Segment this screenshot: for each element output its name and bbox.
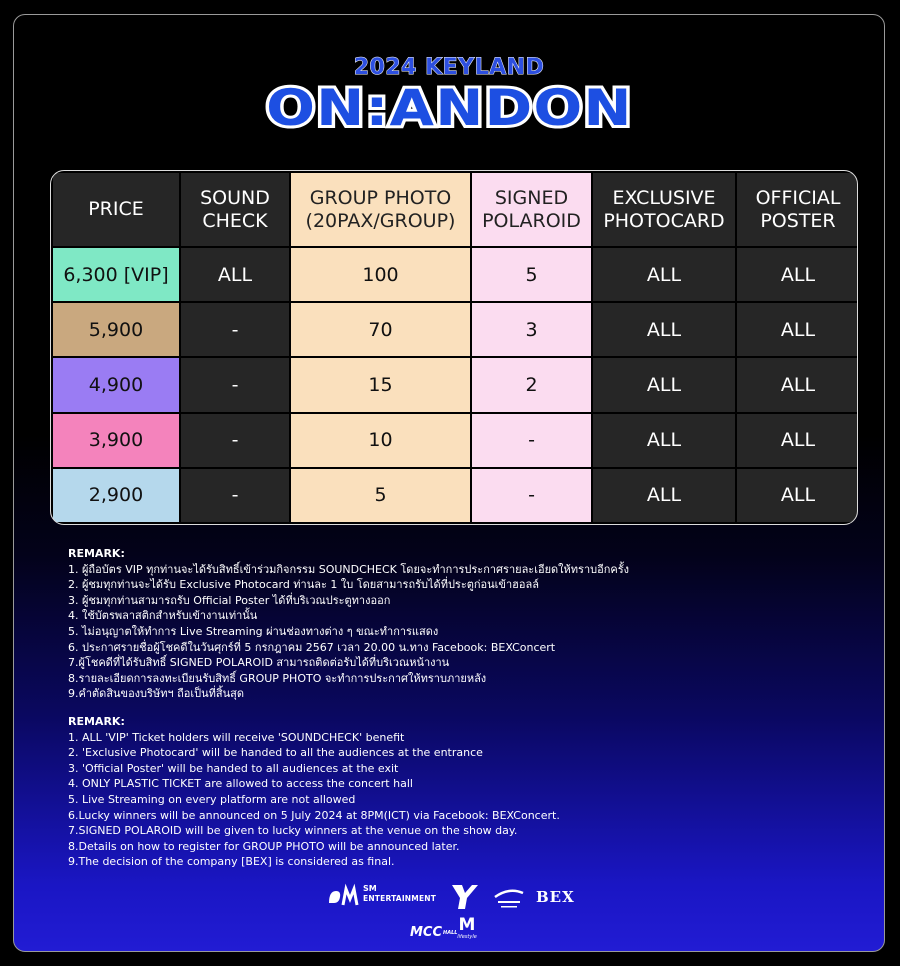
poster-cell: ALL: [736, 302, 858, 357]
soundcheck-cell: -: [180, 357, 290, 412]
table-row: [52, 357, 858, 412]
group-photo-cell: 5: [290, 468, 471, 523]
group-photo-cell: 70: [290, 302, 471, 357]
remark-line: 9.The decision of the company [BEX] is considered as final.: [68, 855, 395, 869]
photocard-cell: ALL: [592, 413, 736, 468]
y-brand-icon: [450, 881, 480, 911]
table-row: [52, 302, 858, 357]
remarks-section: [68, 546, 868, 870]
poster-cell: ALL: [736, 357, 858, 412]
soundcheck-cell: ALL: [180, 247, 290, 302]
remark-line: 8.Details on how to register for GROUP PHOTO will be announced later.: [68, 839, 460, 853]
benefits-table: [50, 170, 858, 525]
m-lifestyle-logo: [457, 917, 477, 940]
mcc-hall-logo: [410, 925, 457, 940]
polaroid-cell: -: [471, 413, 592, 468]
photocard-cell: ALL: [592, 357, 736, 412]
photocard-cell: ALL: [592, 468, 736, 523]
m-logo-text: M: [458, 915, 476, 935]
sm-mark-icon: [326, 883, 360, 911]
remarks-english: [68, 714, 868, 870]
header-group-photo: GROUP PHOTO (20PAX/GROUP): [290, 172, 471, 247]
soundcheck-cell: -: [180, 302, 290, 357]
sm-logo-subtext: ENTERTAINMENT: [363, 894, 437, 903]
remark-line: 2. ผู้ชมทุกท่านจะได้รับ Exclusive Photocard ท่านละ 1 ใบ โดยสามารถรับได้ที่ประตูก่อนเข้าฮอลล์: [68, 578, 539, 592]
price-cell: 2,900: [52, 468, 180, 523]
event-title-main: ON:ANDON: [265, 79, 633, 137]
table-header-row: [52, 172, 858, 247]
proud-mark-icon: [492, 883, 526, 911]
remark-line: 3. 'Official Poster' will be handed to all audiences at the exit: [68, 761, 399, 775]
photocard-cell: ALL: [592, 302, 736, 357]
photocard-cell: ALL: [592, 247, 736, 302]
remark-line: 5. Live Streaming on every platform are not allowed: [68, 792, 356, 806]
price-cell: 5,900: [52, 302, 180, 357]
remark-line: 7.SIGNED POLAROID will be given to lucky winners at the venue on the show day.: [68, 824, 518, 838]
price-cell: 4,900: [52, 357, 180, 412]
header-soundcheck: SOUND CHECK: [180, 172, 290, 247]
table-row: [52, 413, 858, 468]
event-title: [14, 55, 884, 136]
mcc-hall-text: HALL: [443, 929, 458, 936]
price-cell: 6,300 [VIP]: [52, 247, 180, 302]
proud-logo: [492, 883, 526, 911]
table-row: [52, 468, 858, 523]
bex-logo: BEX: [536, 888, 575, 906]
remark-line: 7.ผู้โชคดีที่ได้รับสิทธิ์ SIGNED POLAROID สามารถติดต่อรับได้ที่บริเวณหน้างาน: [68, 656, 450, 670]
remarks-heading: REMARK:: [68, 714, 125, 728]
m-logo-subtext: lifestyle: [457, 934, 477, 940]
group-photo-cell: 10: [290, 413, 471, 468]
polaroid-cell: 3: [471, 302, 592, 357]
remarks-thai: [68, 546, 868, 702]
polaroid-cell: 2: [471, 357, 592, 412]
remark-line: 6.Lucky winners will be announced on 5 July 2024 at 8PM(ICT) via Facebook: BEXConcert.: [68, 808, 560, 822]
table-row: [52, 247, 858, 302]
group-photo-cell: 15: [290, 357, 471, 412]
mcc-logo-text: MCC: [410, 925, 443, 940]
price-cell: 3,900: [52, 413, 180, 468]
remark-line: 2. 'Exclusive Photocard' will be handed to all the audiences at the entrance: [68, 746, 483, 760]
group-photo-cell: 100: [290, 247, 471, 302]
polaroid-cell: -: [471, 468, 592, 523]
soundcheck-cell: -: [180, 413, 290, 468]
header-official-poster: OFFICIAL POSTER: [736, 172, 858, 247]
event-title-year: 2024 KEYLAND: [353, 55, 545, 80]
remark-line: 3. ผู้ชมทุกท่านสามารถรับ Official Poster ได้ที่บริเวณประตูทางออก: [68, 593, 391, 607]
remark-line: 8.รายละเอียดการลงทะเบียนรับสิทธิ์ GROUP PHOTO จะทำการประกาศให้ทราบภายหลัง: [68, 671, 487, 685]
remark-line: 1. ALL 'VIP' Ticket holders will receive 'SOUNDCHECK' benefit: [68, 730, 405, 744]
header-exclusive-photocard: EXCLUSIVE PHOTOCARD: [592, 172, 736, 247]
remark-line: 1. ผู้ถือบัตร VIP ทุกท่านจะได้รับสิทธิ์เข้าร่วมกิจกรรม SOUNDCHECK โดยจะทำการประกาศรายละเอียดให้ทราบอีกครั้ง: [68, 562, 630, 576]
poster-cell: ALL: [736, 468, 858, 523]
remark-line: 9.คำตัดสินของบริษัทฯ ถือเป็นที่สิ้นสุด: [68, 687, 244, 701]
poster-cell: ALL: [736, 413, 858, 468]
remark-line: 6. ประกาศรายชื่อผู้โชคดีในวันศุกร์ที่ 5 กรกฎาคม 2567 เวลา 20.00 น.ทาง Facebook: BEXConcert: [68, 640, 556, 654]
remark-line: 4. ใช้บัตรพลาสติกสำหรับเข้างานเท่านั้น: [68, 609, 258, 623]
remark-line: 4. ONLY PLASTIC TICKET are allowed to access the concert hall: [68, 777, 413, 791]
sm-logo-text: SM: [363, 884, 377, 893]
header-signed-polaroid: SIGNED POLAROID: [471, 172, 592, 247]
sm-entertainment-logo: [326, 883, 436, 913]
remark-line: 5. ไม่อนุญาตให้ทำการ Live Streaming ผ่านช่องทางต่าง ๆ ขณะทำการแสดง: [68, 624, 439, 638]
poster-cell: ALL: [736, 247, 858, 302]
y-brand-logo: [450, 881, 480, 911]
polaroid-cell: 5: [471, 247, 592, 302]
remarks-heading: REMARK:: [68, 547, 125, 560]
poster-frame: [13, 14, 885, 952]
header-price: PRICE: [52, 172, 180, 247]
soundcheck-cell: -: [180, 468, 290, 523]
